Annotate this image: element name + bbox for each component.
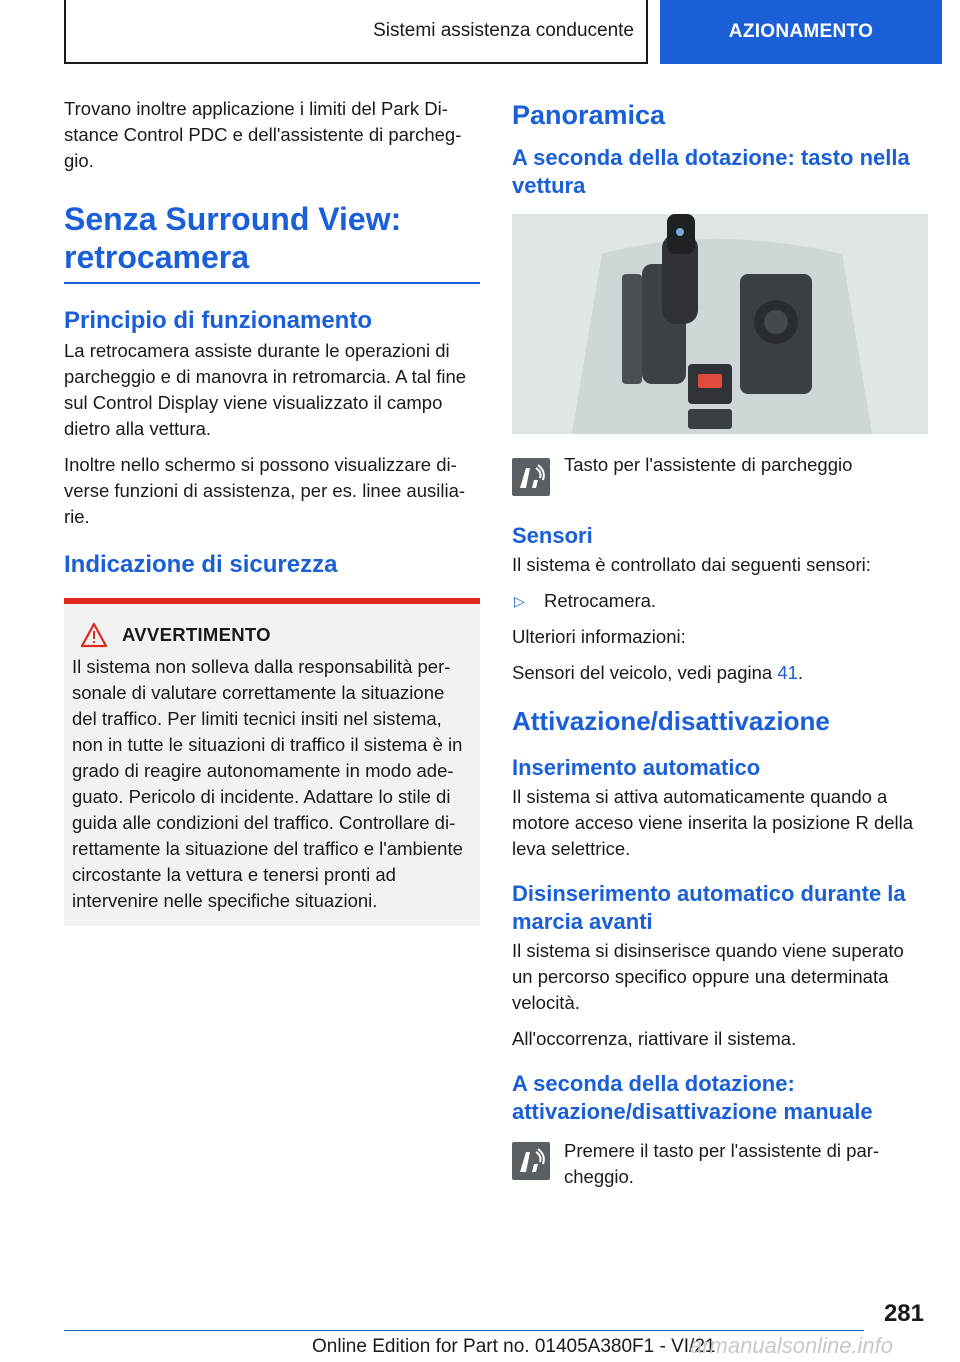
intro-paragraph: Trovano inoltre applicazione i limiti del Park Distance Control PDC e dell'assistente di parcheggio. xyxy=(64,98,462,171)
sensors-list-item xyxy=(512,588,928,614)
manual-text: Premere il tasto per l'assistente di parcheggio. xyxy=(564,1140,880,1187)
page-title: Senza Surround View: retrocamera xyxy=(64,200,480,284)
auto-off-heading: Disinserimento automatico durante la marcia avanti xyxy=(512,881,906,934)
sensors-heading: Sensori xyxy=(512,523,593,548)
footer-watermark: armanualsonline.info xyxy=(690,1333,894,1358)
warning-box xyxy=(64,598,480,926)
left-column xyxy=(64,96,480,926)
auto-off-text-2: All'occorrenza, riattivare il sistema. xyxy=(512,1028,797,1049)
park-assist-button-icon xyxy=(512,1142,550,1180)
warning-text: Il sistema non solleva dalla responsabilità personale di valutare correttamente la situazione del traffico. Per limiti tecnici insiti nel sistema, non in tutte le situazioni di traffico il sistema è in grado di reagire autonomamente in modo adeguato. Pericolo di incidente. Adattare lo stile di guida alle condizioni del traffico. Controllare direttamente la situazione del traffico e l'ambiente circostante la vettura e tenersi pronti ad intervenire nelle specifiche situazioni. xyxy=(72,656,463,911)
activation-heading: Attivazione/disattivazione xyxy=(512,706,830,736)
park-assist-button-caption: Tasto per l'assistente di parcheggio xyxy=(564,454,853,475)
auto-on-heading: Inserimento automatico xyxy=(512,755,761,780)
center-console-illustration xyxy=(512,214,928,434)
button-heading: A seconda della dotazione: tasto nella vettura xyxy=(512,145,910,198)
triangle-bullet-icon: ▷ xyxy=(514,593,525,609)
footer-edition: Online Edition for Part no. 01405A380F1 - VI/21 xyxy=(312,1336,716,1357)
auto-on-text: Il sistema si attiva automaticamente quando a motore acceso viene inserita la posizione R della leva selettrice. xyxy=(512,786,914,859)
page-number: 281 xyxy=(883,1300,924,1327)
principle-paragraph-1: La retrocamera assiste durante le operazioni di parcheggio e di manovra in retromarcia. A tal fine sul Control Display viene visualizzato il campo dietro alla vettura. xyxy=(64,340,467,439)
sensors-reference xyxy=(512,660,928,686)
warning-title-row xyxy=(72,622,472,648)
sensors-item-text: Retrocamera. xyxy=(544,590,657,611)
warning-title: AVVERTIMENTO xyxy=(122,624,271,645)
sensors-intro: Il sistema è controllato dai seguenti sensori: xyxy=(512,554,871,575)
park-assist-button-row xyxy=(512,452,928,496)
auto-off-text-1: Il sistema si disinserisce quando viene superato un percorso specifico oppure una determinata velocità. xyxy=(512,940,904,1013)
manual-heading: A seconda della dotazione: attivazione/disattivazione manuale xyxy=(512,1071,873,1124)
header-section-title xyxy=(64,0,648,64)
principle-paragraph-2: Inoltre nello schermo si possono visualizzare diverse funzioni di assistenza, per es. linee ausiliarie. xyxy=(64,454,466,527)
safety-heading: Indicazione di sicurezza xyxy=(64,551,338,578)
sensors-ref-end: . xyxy=(797,662,804,683)
header-chapter-label: AZIONAMENTO xyxy=(728,21,874,42)
principle-heading: Principio di funzionamento xyxy=(64,307,372,334)
header-section-label: Sistemi assistenza conducente xyxy=(373,20,634,41)
right-column xyxy=(512,96,928,1206)
sensors-ref-page-link[interactable]: 41 xyxy=(777,662,798,683)
more-info-label: Ulteriori informazioni: xyxy=(512,626,686,647)
sensors-ref-text: Sensori del veicolo, vedi pagina xyxy=(512,662,778,683)
overview-heading: Panoramica xyxy=(512,100,666,130)
warning-triangle-icon xyxy=(80,622,108,648)
park-assist-button-icon xyxy=(512,458,550,496)
center-console-photo xyxy=(512,214,928,434)
footer-divider xyxy=(64,1330,864,1331)
header-chapter-tab xyxy=(660,0,942,64)
manual-button-row xyxy=(512,1138,928,1190)
